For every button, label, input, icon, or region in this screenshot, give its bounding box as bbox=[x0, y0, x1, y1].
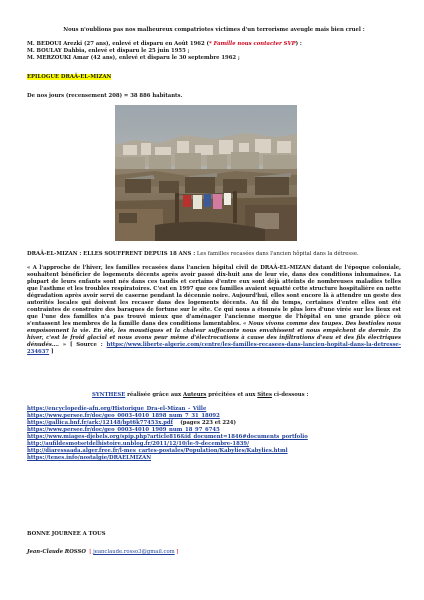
link-line bbox=[27, 448, 401, 455]
article-paragraph: « A l'approche de l'hiver, les familles recasées dans l'ancien hôpital civil de DRAÂ-EL-MIZAN datant de l'époque coloniale, souhaitent bénéficier de logements décents après avoir passé dix-huit ans de leur vie, dans des conditions inhumaines. La plupart de leurs enfants sont nés dans ces taudis et certains d'entre eux sont déjà atteints de nombreuses maladies telles que l'asthme et les troubles respiratoires. C'est en 1997 que ces familles avaient squatté cette structure hospitalière en nette dégradation après avoir servi de caserne pendant la décennie noire. Aujourd'hui, elles sont encore là à attendre un geste des autorités locales qui doivent les recaser dans des logements décents. Au fil du temps, certaines d'entre elles ont été contraintes de construire des baraques de fortune sur le site. Ce qui nous a étonnés le plus lors d'une virée sur les lieux est que l'une des familles n'a pas trouvé mieux que d'aménager l'ancienne morgue de l'hôpital en une grande pièce où s'entassent les membres de la famille dans des conditions lamentables. bbox=[27, 265, 401, 327]
links-list bbox=[27, 406, 401, 462]
author-email-link[interactable]: jeanclaude.rosso3@gmail.com bbox=[93, 549, 175, 555]
victims-list bbox=[27, 41, 401, 62]
link-line bbox=[27, 455, 401, 462]
epilogue-label: EPILOGUE DRAÂ-EL-MIZAN bbox=[27, 74, 112, 80]
signature-line bbox=[27, 549, 401, 556]
caption-lead: DRAÂ-EL-MIZAN : ELLES SOUFFRENT DEPUIS 18 ANS : bbox=[27, 251, 196, 257]
header-line: Nous n'oublions pas nos malheureux compatriotes victimes d'un terrorisme aveugle mais bien cruel : bbox=[63, 27, 365, 33]
bracket-close: ] bbox=[174, 549, 179, 555]
source-suffix: ] bbox=[49, 348, 54, 355]
bracket-open: [ bbox=[85, 549, 94, 555]
source-url-link[interactable]: https://gallica.bnf.fr/ark:/12148/bpt6k77453x.pdf bbox=[27, 419, 173, 426]
article-text bbox=[27, 265, 401, 356]
link-line bbox=[27, 427, 401, 434]
victim-line: M. MERZOUKI Amar (42 ans), enlevé et disparu le 30 septembre 1962 ; bbox=[27, 54, 240, 61]
auteurs-word: Auteurs bbox=[182, 392, 207, 398]
link-line bbox=[27, 434, 401, 441]
synthese-text-2: précitées et aux bbox=[206, 392, 258, 398]
source-prefix: [ Source : bbox=[66, 341, 107, 348]
source-url-link[interactable]: http://diaressaada.alger.free.fr/l-mes_cartes-postales/Population/Kabylies/Kabylies.html bbox=[27, 447, 288, 454]
link-extra: (pages 223 et 224) bbox=[172, 419, 236, 426]
synthese-text-1: réalisée grâce aux bbox=[125, 392, 183, 398]
link-line bbox=[27, 406, 401, 413]
synthese-text-3: ci-dessous : bbox=[271, 392, 309, 398]
link-line bbox=[27, 413, 401, 420]
synthese-word: SYNTHESE bbox=[92, 392, 126, 398]
shantytown-photo bbox=[115, 105, 297, 241]
source-url-link[interactable]: https://www.persee.fr/doc/geo_0003-4010_1909_num_18_97_6745 bbox=[27, 426, 220, 433]
source-url-link[interactable]: https://tenes.info/nostalgie/DRAELMIZAN bbox=[27, 454, 152, 461]
article-quote: « Nous vivons comme des taupes. Des bestioles nous empoisonnent la vie. En été, les moustiques et la chaleur suffocante nous envahissent et nous empêchent de dormir. En hiver, c'est le froid glacial et nous avons peur même d'électrocutions à cause des infiltrations d'eau et des fils électriques dénudés…. » bbox=[27, 320, 401, 348]
victim-line: M. BOULAY Dahbia, enlevé et disparu le 25 juin 1955 ; bbox=[27, 47, 190, 54]
population-line: De nos jours (recensement 208) = 38 886 habitants. bbox=[27, 93, 183, 99]
source-url-link[interactable]: http://aufildesmotsetdelhistoire.unblog.fr/2011/12/10/le-9-decembre-1839/ bbox=[27, 440, 250, 447]
victim-end: ) : bbox=[295, 41, 302, 47]
source-url-link[interactable]: https://www.miages-djebels.org/spip.php?article816&id_document=1846#documents_portfolio bbox=[27, 433, 308, 440]
photo-caption bbox=[27, 251, 401, 258]
link-line bbox=[27, 420, 401, 427]
link-line bbox=[27, 441, 401, 448]
victim-line bbox=[27, 41, 401, 48]
epilogue-heading bbox=[27, 74, 401, 81]
caption-rest: Les familles recasées dans l'ancien hôpital dans la détresse. bbox=[195, 251, 359, 257]
victim-name: M. BEDOUI Arezki (27 ans), enlevé et disparu en Août 1962 ( bbox=[27, 41, 210, 47]
synthese-line bbox=[92, 392, 402, 399]
source-url-link[interactable]: https://www.persee.fr/doc/geo_0003-4010_1898_num_7_31_18092 bbox=[27, 412, 220, 419]
source-link[interactable]: https://www.liberte-algerie.com/centre/les-familles-recasees-dans-lancien-hopital-dans-la-detresse-234637 bbox=[27, 341, 401, 355]
closing-line: BONNE JOURNEE A TOUS bbox=[27, 531, 106, 537]
author-name: Jean-Claude ROSSO bbox=[27, 549, 86, 555]
source-url-link[interactable]: https://encyclopedie-afn.org/Historique_Dra-el-Mizan_-_Ville bbox=[27, 406, 207, 412]
sites-word: Sites bbox=[257, 392, 272, 398]
family-contact-note: * Famille nous contacter SVP bbox=[209, 41, 296, 47]
